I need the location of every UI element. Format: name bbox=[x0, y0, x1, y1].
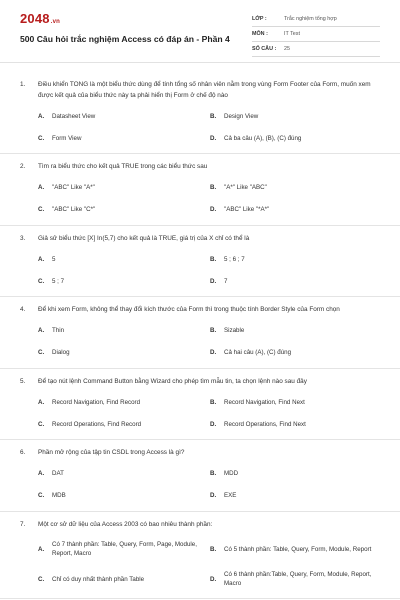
option-letter: B. bbox=[210, 112, 217, 120]
option-text: Record Operations, Find Next bbox=[224, 420, 306, 428]
option-text: "ABC" Like "*A*" bbox=[224, 206, 270, 213]
question-4 bbox=[0, 297, 400, 369]
question-text: Giả sử biểu thức [X] In(5,7) cho kết quả là TRUE, giá trị của X chỉ có thể là bbox=[38, 234, 250, 242]
question-stem bbox=[20, 162, 380, 173]
option-b[interactable] bbox=[210, 534, 382, 564]
question-7 bbox=[0, 512, 400, 600]
option-d[interactable] bbox=[210, 127, 382, 149]
option-text: Form View bbox=[52, 134, 82, 142]
option-text: 5 ; 7 bbox=[52, 277, 65, 285]
option-letter: A. bbox=[38, 545, 45, 553]
question-number: 3. bbox=[20, 234, 26, 242]
option-b[interactable] bbox=[210, 391, 382, 413]
option-letter: A. bbox=[38, 470, 45, 477]
option-letter: C. bbox=[38, 420, 45, 428]
option-a[interactable] bbox=[38, 391, 210, 413]
option-text: Record Operations, Find Record bbox=[52, 420, 142, 428]
question-3 bbox=[0, 226, 400, 298]
meta-row-count bbox=[252, 42, 380, 57]
document-header bbox=[0, 0, 400, 62]
option-d[interactable] bbox=[210, 564, 382, 594]
option-letter: B. bbox=[210, 255, 217, 263]
option-letter: D. bbox=[210, 206, 217, 213]
option-text: Datasheet View bbox=[52, 112, 96, 120]
question-1 bbox=[0, 80, 400, 154]
option-text: EXE bbox=[224, 492, 237, 499]
question-stem bbox=[20, 234, 380, 245]
option-grid bbox=[20, 391, 380, 435]
option-text: "ABC" Like "C*" bbox=[52, 206, 96, 213]
document-meta bbox=[252, 12, 380, 57]
option-a[interactable] bbox=[38, 248, 210, 270]
option-a[interactable] bbox=[38, 463, 210, 485]
option-text: Thin bbox=[52, 327, 65, 334]
document-title: 500 Câu hỏi trắc nghiệm Access có đáp án - Phần 4 bbox=[20, 34, 230, 44]
option-a[interactable] bbox=[38, 177, 210, 199]
question-stem bbox=[20, 520, 380, 531]
option-letter: B. bbox=[210, 545, 217, 553]
option-text: Cả ba câu (A), (B), (C) đúng bbox=[224, 134, 302, 142]
question-text: Một cơ sở dữ liệu của Access 2003 có bao nhiêu thành phần: bbox=[38, 520, 213, 528]
option-letter: C. bbox=[38, 349, 45, 356]
option-a[interactable] bbox=[38, 534, 210, 564]
option-letter: B. bbox=[210, 398, 217, 406]
option-c[interactable] bbox=[38, 413, 210, 435]
question-text: Để khi xem Form, không thể thay đổi kích thước của Form thì trong thuộc tính Border Style của Form chọn bbox=[38, 306, 340, 313]
option-c[interactable] bbox=[38, 485, 210, 507]
option-letter: C. bbox=[38, 206, 45, 213]
question-6 bbox=[0, 440, 400, 512]
option-letter: D. bbox=[210, 575, 217, 583]
option-letter: C. bbox=[38, 575, 45, 583]
option-b[interactable] bbox=[210, 177, 382, 199]
option-grid bbox=[20, 320, 380, 364]
meta-value: Trắc nghiệm tổng hợp bbox=[284, 16, 337, 22]
option-text: "ABC" Like "A*" bbox=[52, 184, 95, 191]
question-5 bbox=[0, 369, 400, 441]
option-text: "A*" Like "ABC" bbox=[224, 184, 267, 191]
option-text: MDD bbox=[224, 470, 239, 477]
option-c[interactable] bbox=[38, 127, 210, 149]
logo-main: 2048 bbox=[20, 11, 50, 26]
option-d[interactable] bbox=[210, 485, 382, 507]
option-text: Dialog bbox=[52, 349, 70, 356]
option-letter: A. bbox=[38, 327, 45, 334]
meta-label: LỚP : bbox=[252, 16, 267, 22]
option-letter: B. bbox=[210, 184, 217, 191]
meta-row-subject bbox=[252, 27, 380, 42]
question-stem bbox=[20, 305, 380, 316]
option-letter: A. bbox=[38, 112, 45, 120]
option-grid bbox=[20, 463, 380, 507]
option-letter: B. bbox=[210, 470, 217, 477]
option-text: Có 7 thành phần: Table, Query, Form, Page, Module, Report, Macro bbox=[52, 541, 197, 557]
option-letter: D. bbox=[210, 134, 217, 142]
option-letter: D. bbox=[210, 349, 217, 356]
option-d[interactable] bbox=[210, 342, 382, 364]
question-stem bbox=[20, 448, 380, 459]
option-c[interactable] bbox=[38, 199, 210, 221]
question-number: 2. bbox=[20, 163, 26, 170]
option-c[interactable] bbox=[38, 270, 210, 292]
question-number: 1. bbox=[20, 81, 26, 88]
option-b[interactable] bbox=[210, 105, 382, 127]
meta-value: 25 bbox=[284, 46, 290, 52]
question-2 bbox=[0, 154, 400, 226]
question-text: Điều khiển TONG là một biểu thức dùng để tính tổng số nhân viên nằm trong vùng Form Footer của Form, muốn xem được kết quả của biểu thức này ta phải hiển thị Form ở chế độ nào bbox=[38, 81, 371, 99]
header-divider bbox=[0, 62, 400, 63]
meta-label: SỐ CÂU : bbox=[252, 46, 277, 52]
option-b[interactable] bbox=[210, 320, 382, 342]
option-grid bbox=[20, 105, 380, 149]
option-letter: A. bbox=[38, 184, 45, 191]
option-letter: D. bbox=[210, 492, 217, 499]
option-text: DAT bbox=[52, 470, 64, 477]
question-number: 6. bbox=[20, 449, 26, 456]
option-c[interactable] bbox=[38, 342, 210, 364]
option-letter: A. bbox=[38, 398, 45, 406]
option-d[interactable] bbox=[210, 270, 382, 292]
logo-suffix: .vn bbox=[50, 19, 61, 25]
meta-value: IT Test bbox=[284, 31, 300, 37]
option-text: Chỉ có duy nhất thành phần Table bbox=[52, 575, 145, 583]
question-text: Phần mở rộng của tập tin CSDL trong Access là gì? bbox=[38, 449, 185, 456]
option-a[interactable] bbox=[38, 320, 210, 342]
option-b[interactable] bbox=[210, 463, 382, 485]
option-text: MDB bbox=[52, 492, 66, 499]
option-grid bbox=[20, 248, 380, 292]
question-number: 4. bbox=[20, 306, 26, 313]
option-grid bbox=[20, 177, 380, 221]
option-letter: C. bbox=[38, 277, 45, 285]
option-letter: C. bbox=[38, 492, 45, 499]
option-text: Record Navigation, Find Next bbox=[224, 398, 305, 406]
question-number: 7. bbox=[20, 520, 26, 528]
site-logo[interactable] bbox=[20, 12, 60, 29]
question-number: 5. bbox=[20, 377, 26, 385]
option-d[interactable] bbox=[210, 413, 382, 435]
option-text: Có 6 thành phần:Table, Query, Form, Module, Report, Macro bbox=[224, 571, 372, 587]
question-text: Tìm ra biểu thức cho kết quả TRUE trong các biểu thức sau bbox=[38, 163, 208, 170]
option-text: 5 bbox=[52, 255, 56, 263]
option-text: 5 ; 6 ; 7 bbox=[224, 255, 245, 263]
question-text: Để tạo nút lệnh Command Button bằng Wizard cho phép tìm mẫu tin, ta chọn lệnh nào sau đây bbox=[38, 377, 307, 385]
meta-row-class bbox=[252, 12, 380, 27]
option-text: Có 5 thành phần: Table, Query, Form, Module, Report bbox=[224, 545, 372, 553]
option-letter: A. bbox=[38, 255, 45, 263]
option-text: Sizable bbox=[224, 327, 245, 334]
question-stem bbox=[20, 377, 380, 388]
question-list bbox=[0, 80, 400, 599]
option-text: Design View bbox=[224, 112, 259, 120]
option-text: 7 bbox=[224, 277, 228, 285]
option-d[interactable] bbox=[210, 199, 382, 221]
option-grid bbox=[20, 534, 380, 594]
option-letter: B. bbox=[210, 327, 217, 334]
option-letter: D. bbox=[210, 420, 217, 428]
option-b[interactable] bbox=[210, 248, 382, 270]
option-text: Cả hai câu (A), (C) đúng bbox=[224, 349, 292, 356]
option-letter: C. bbox=[38, 134, 45, 142]
option-a[interactable] bbox=[38, 105, 210, 127]
option-text: Record Navigation, Find Record bbox=[52, 398, 141, 406]
option-c[interactable] bbox=[38, 564, 210, 594]
option-letter: D. bbox=[210, 277, 217, 285]
question-stem bbox=[20, 80, 380, 101]
meta-label: MÔN : bbox=[252, 31, 268, 37]
